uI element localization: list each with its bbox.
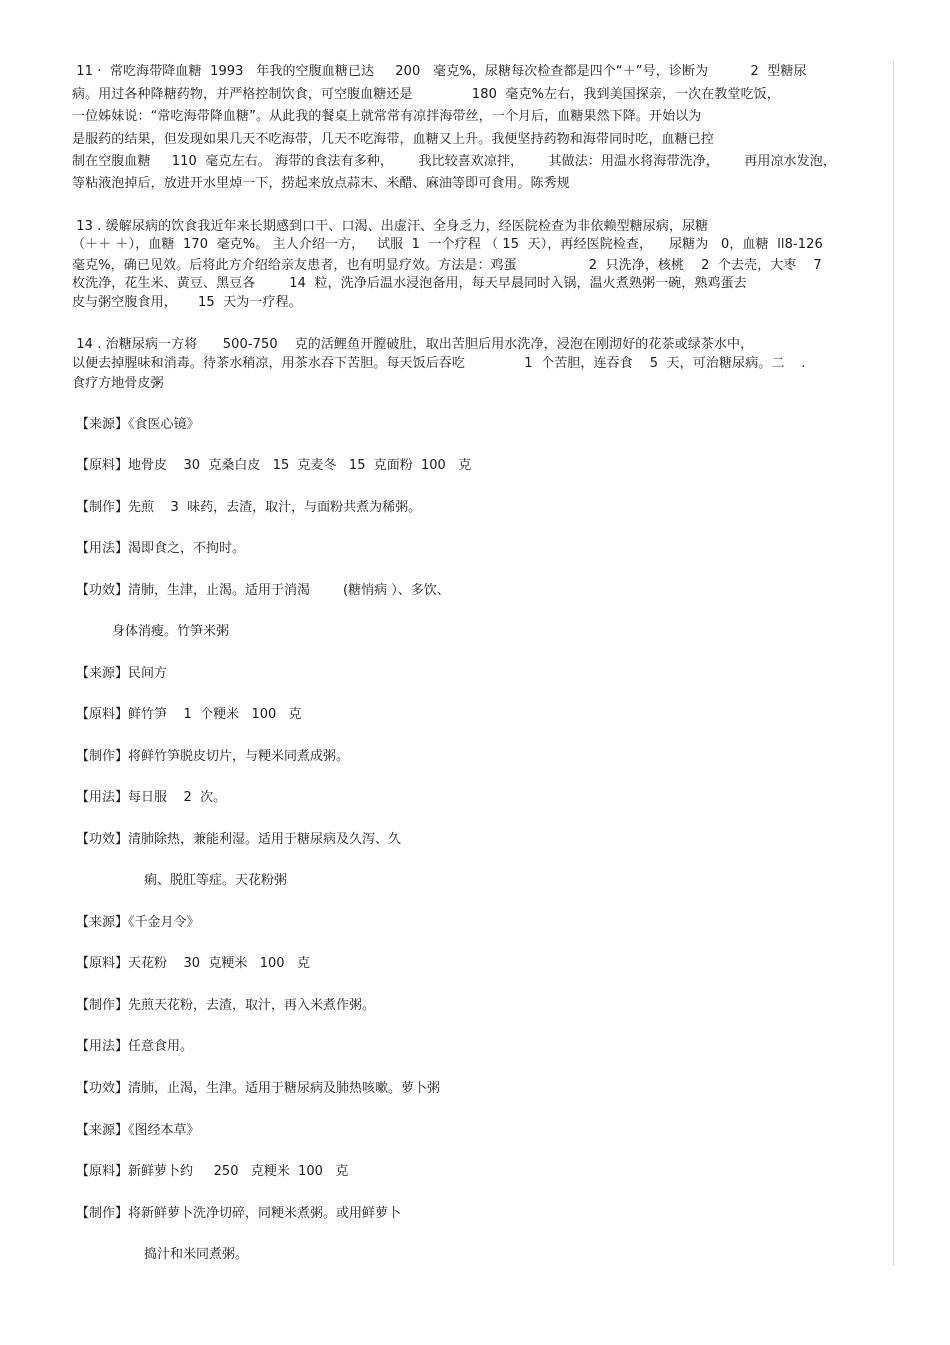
recipe-continuation: 身体消瘦。竹笋米粥 [112, 624, 230, 639]
paragraph-line: 一位姊妹说：“常吃海带降血糖”。从此我的餐桌上就常常有凉拌海带丝，一个月后，血糖果然下降。开始以为 [72, 109, 702, 124]
paragraph-line: 13 . 缓解尿病的饮食我近年来长期感到口干、口渴、出虚汗、全身乏力，经医院检查为非依赖型糖尿病，尿糖 [72, 219, 709, 234]
paragraph-line: （＋＋ ＋），血糖 170 毫克%。 主人介绍一方， 试服 1 一个疗程 （ 15 天），再经医院检查， 尿糖为 0，血糖 ll8-126 [72, 237, 823, 252]
paragraph-line: 枚洗净，花生米、黄豆、黑豆各 14 粒，洗净后温水浸泡备用，每天早晨同时入锅，温火煮熟粥一碗，熟鸡蛋去 [72, 276, 747, 291]
paragraph-line: 皮与粥空腹食用， 15 天为一疗程。 [72, 295, 302, 310]
recipe-usage: 【用法】任意食用。 [76, 1039, 194, 1054]
right-margin-rule [893, 60, 894, 1265]
recipe-efficacy: 【功效】清肺，止渴，生津。适用于糖尿病及肺热咳嗽。萝卜粥 [76, 1081, 441, 1096]
paragraph-line: 病。用过各种降糖药物，并严格控制饮食，可空腹血糖还是 180 毫克%左右，我到美国探亲，一次在教堂吃饭， [72, 87, 780, 102]
recipe-ingredients: 【原料】天花粉 30 克粳米 100 克 [76, 956, 310, 971]
recipe-efficacy: 【功效】清肺除热，兼能利湿。适用于糖尿病及久泻、久 [76, 832, 402, 847]
paragraph-line: 11 · 常吃海带降血糖 1993 年我的空腹血糖已达 200 毫克%，尿糖每次检查都是四个“＋”号，诊断为 2 型糖尿 [72, 64, 807, 79]
recipe-preparation: 【制作】将鲜竹笋脱皮切片，与粳米同煮成粥。 [76, 749, 350, 764]
recipe-ingredients: 【原料】鲜竹笋 1 个粳米 100 克 [76, 707, 302, 722]
recipe-preparation: 【制作】先煎 3 味药，去渣，取汁，与面粉共煮为稀粥。 [76, 500, 422, 515]
recipe-usage: 【用法】渴即食之，不拘时。 [76, 541, 246, 556]
recipe-efficacy: 【功效】清肺，生津，止渴。适用于消渴 (糖悄病 ）、多饮、 [76, 583, 450, 598]
recipe-source: 【来源】《图经本草》 [76, 1123, 200, 1138]
paragraph-line: 毫克%，确已见效。后将此方介绍给亲友患者，也有明显疗效。方法是：鸡蛋 2 只洗净，核桃 2 个去壳，大枣 7 [72, 258, 822, 273]
recipe-ingredients: 【原料】新鲜萝卜约 250 克粳米 100 克 [76, 1164, 349, 1179]
paragraph-line: 14 . 治糖尿病一方将 500-750 克的活鲤鱼开膛破肚，取出苦胆后用水洗净，浸泡在刚沏好的花茶或绿茶水中， [72, 337, 754, 352]
recipe-continuation: 痢、脱肛等症。天花粉粥 [144, 873, 288, 888]
recipe-continuation: 捣汁和米同煮粥。 [144, 1247, 249, 1262]
paragraph-line: 等粘液泡掉后，放进开水里焯一下，捞起来放点蒜末、米醋、麻油等即可食用。陈秀规 [72, 176, 570, 191]
recipe-usage: 【用法】每日服 2 次。 [76, 790, 227, 805]
recipe-preparation: 【制作】将新鲜萝卜洗净切碎，同粳米煮粥。或用鲜萝卜 [76, 1206, 402, 1221]
recipe-preparation: 【制作】先煎天花粉，去渣，取汁，再入米煮作粥。 [76, 998, 376, 1013]
paragraph-line: 制在空腹血糖 110 毫克左右。 海带的食法有多种， 我比较喜欢凉拌， 其做法：用温水将海带洗净， 再用凉水发泡， [72, 154, 836, 169]
recipe-source: 【来源】《食医心镜》 [76, 417, 200, 432]
recipe-source: 【来源】民间方 [76, 666, 168, 681]
paragraph-line: 食疗方地骨皮粥 [72, 376, 164, 391]
paragraph-line: 以便去掉腥味和消毒。待茶水稍凉，用茶水吞下苦胆。每天饭后吞吃 1 个苦胆，连吞食 5 天，可治糖尿病。二 . [72, 356, 806, 371]
recipe-source: 【来源】《千金月令》 [76, 915, 200, 930]
paragraph-line: 是服药的结果，但发现如果几天不吃海带，几天不吃海带，血糖又上升。我便坚持药物和海带同时吃，血糖已控 [72, 132, 714, 147]
recipe-ingredients: 【原料】地骨皮 30 克桑白皮 15 克麦冬 15 克面粉 100 克 [76, 458, 472, 473]
